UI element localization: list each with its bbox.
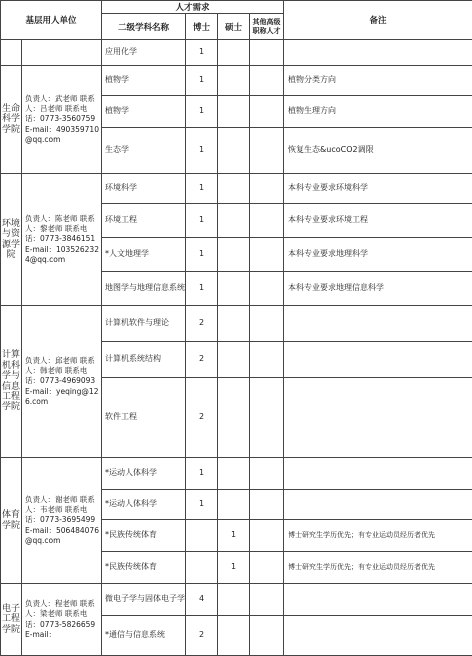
- other-count: [250, 272, 284, 306]
- other-count: [250, 66, 284, 96]
- unit-name: 环境与资源学院: [1, 174, 22, 306]
- master-count: [218, 378, 250, 458]
- subject-cell: *人文地理学: [102, 238, 186, 272]
- unit-contact: 负责人：邱老师 联系人：韩老师 联系电话：0773-4969093 E-mail：yeqing@126.com: [22, 306, 102, 458]
- phd-count: 4: [186, 584, 218, 616]
- phd-count: 1: [186, 96, 218, 128]
- master-count: [218, 306, 250, 342]
- remark-cell: [284, 584, 472, 616]
- header-remark: 备注: [284, 1, 472, 40]
- remark-cell: 博士研究生学历优先；有专业运动员经历者优先: [284, 552, 472, 584]
- remark-cell: [284, 306, 472, 342]
- phd-count: 1: [186, 490, 218, 520]
- master-count: [218, 490, 250, 520]
- remark-cell: 本科专业要求地理科学: [284, 238, 472, 272]
- phd-count: 2: [186, 378, 218, 458]
- header-phd: 博士: [186, 14, 218, 40]
- phd-count: 2: [186, 616, 218, 656]
- remark-cell: 博士研究生学历优先；有专业运动员经历者优先: [284, 520, 472, 552]
- subject-cell: *通信与信息系统: [102, 616, 186, 656]
- master-count: [218, 128, 250, 174]
- subject-cell: *民族传统体育: [102, 552, 186, 584]
- phd-count: 1: [186, 458, 218, 490]
- remark-cell: 本科专业要求环境科学: [284, 174, 472, 204]
- other-count: [250, 458, 284, 490]
- unit-name: 生命科学学院: [1, 66, 22, 174]
- phd-count: 1: [186, 272, 218, 306]
- subject-cell: *运动人体科学: [102, 458, 186, 490]
- other-count: [250, 552, 284, 584]
- master-count: 1: [218, 552, 250, 584]
- master-count: [218, 458, 250, 490]
- unit-contact: 负责人：谢老师 联系人：韦老师 联系电话：0773-3695499 E-mail：506484076@qq.com: [22, 458, 102, 584]
- header-unit: 基层用人单位: [1, 1, 102, 40]
- unit-name: [1, 40, 22, 66]
- master-count: [218, 40, 250, 66]
- header-demand: 人才需求: [102, 1, 284, 14]
- subject-cell: *运动人体科学: [102, 490, 186, 520]
- subject-cell: *民族传统体育: [102, 520, 186, 552]
- subject-cell: 生态学: [102, 128, 186, 174]
- phd-count: 1: [186, 66, 218, 96]
- remark-cell: [284, 458, 472, 490]
- other-count: [250, 490, 284, 520]
- other-count: [250, 128, 284, 174]
- unit-contact: 负责人：程老师 联系人：梁老师 联系电话：0773-5826659 E-mail：: [22, 584, 102, 656]
- subject-cell: 环境工程: [102, 204, 186, 238]
- subject-cell: 软件工程: [102, 378, 186, 458]
- other-count: [250, 174, 284, 204]
- master-count: [218, 66, 250, 96]
- remark-cell: 恢复生态&ucoCO2调限: [284, 128, 472, 174]
- master-count: [218, 616, 250, 656]
- other-count: [250, 342, 284, 378]
- master-count: [218, 584, 250, 616]
- master-count: [218, 96, 250, 128]
- phd-count: 1: [186, 238, 218, 272]
- unit-name: 计算机科学与信息工程学院: [1, 306, 22, 458]
- remark-cell: [284, 342, 472, 378]
- master-count: [218, 342, 250, 378]
- remark-cell: [284, 490, 472, 520]
- remark-cell: 本科专业要求地理信息科学: [284, 272, 472, 306]
- other-count: [250, 96, 284, 128]
- other-count: [250, 616, 284, 656]
- master-count: 1: [218, 520, 250, 552]
- remark-cell: [284, 40, 472, 66]
- subject-cell: 计算机软件与理论: [102, 306, 186, 342]
- header-other: 其他高级职称人才: [250, 14, 284, 40]
- phd-count: 1: [186, 40, 218, 66]
- subject-cell: 计算机系统结构: [102, 342, 186, 378]
- subject-cell: 环境科学: [102, 174, 186, 204]
- remark-cell: 本科专业要求环境工程: [284, 204, 472, 238]
- master-count: [218, 238, 250, 272]
- other-count: [250, 238, 284, 272]
- subject-cell: 微电子学与固体电子学: [102, 584, 186, 616]
- unit-contact: [22, 40, 102, 66]
- remark-cell: 植物生理方向: [284, 96, 472, 128]
- header-master: 硕士: [218, 14, 250, 40]
- remark-cell: [284, 616, 472, 656]
- other-count: [250, 520, 284, 552]
- subject-cell: 地图学与地理信息系统: [102, 272, 186, 306]
- other-count: [250, 306, 284, 342]
- unit-contact: 负责人：武老师 联系人：吕老师 联系电话：0773-3560759 E-mail：490359710@qq.com: [22, 66, 102, 174]
- other-count: [250, 584, 284, 616]
- master-count: [218, 204, 250, 238]
- header-subject: 二级学科名称: [102, 14, 186, 40]
- phd-count: [186, 520, 218, 552]
- phd-count: 1: [186, 204, 218, 238]
- subject-cell: 植物学: [102, 96, 186, 128]
- unit-name: 电子工程学院: [1, 584, 22, 656]
- other-count: [250, 204, 284, 238]
- phd-count: 1: [186, 128, 218, 174]
- master-count: [218, 174, 250, 204]
- phd-count: [186, 552, 218, 584]
- master-count: [218, 272, 250, 306]
- remark-cell: [284, 378, 472, 458]
- phd-count: 2: [186, 306, 218, 342]
- other-count: [250, 378, 284, 458]
- phd-count: 2: [186, 342, 218, 378]
- remark-cell: 植物分类方向: [284, 66, 472, 96]
- unit-name: 体育学院: [1, 458, 22, 584]
- phd-count: 1: [186, 174, 218, 204]
- other-count: [250, 40, 284, 66]
- subject-cell: 应用化学: [102, 40, 186, 66]
- unit-contact: 负责人：陈老师 联系人：黎老师 联系电话：0773-3846151 E-mail：1035262324@qq.com: [22, 174, 102, 306]
- subject-cell: 植物学: [102, 66, 186, 96]
